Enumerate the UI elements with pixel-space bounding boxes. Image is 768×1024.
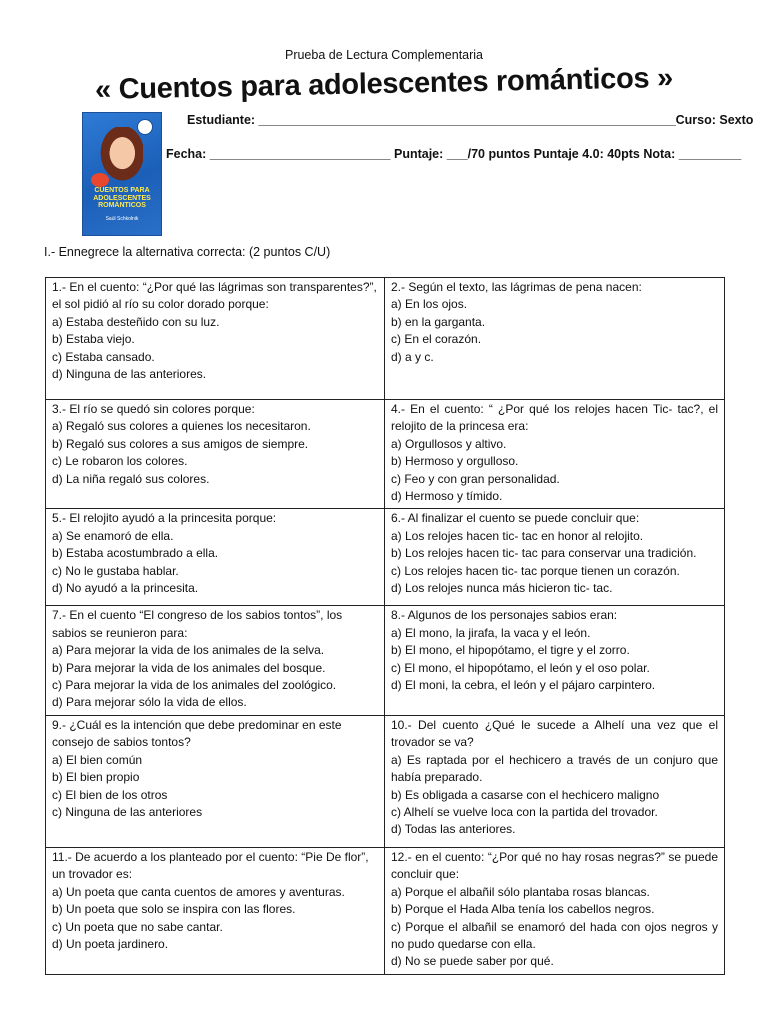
answer-option[interactable]: a) Orgullosos y altivo. xyxy=(391,436,507,451)
answer-option[interactable]: d) Todas las anteriores. xyxy=(391,822,516,837)
question-12 xyxy=(385,847,725,974)
question-row xyxy=(46,847,725,974)
answer-option[interactable]: d) Para mejorar sólo la vida de ellos. xyxy=(52,695,247,710)
answer-option[interactable]: c) No le gustaba hablar. xyxy=(52,563,179,578)
answer-option[interactable]: a) Se enamoró de ella. xyxy=(52,528,174,543)
answer-option[interactable]: a) Para mejorar la vida de los animales de la selva. xyxy=(52,643,325,658)
cover-title: CUENTOS PARA ADOLESCENTES ROMÁNTICOS xyxy=(93,187,151,209)
question-5 xyxy=(46,509,385,606)
date-score-line[interactable]: Fecha: __________________________ Puntaje: ___/70 puntos Puntaje 4.0: 40pts Nota: _________ xyxy=(166,147,742,161)
question-7 xyxy=(46,606,385,715)
answer-option[interactable]: d) No ayudó a la princesita. xyxy=(52,581,199,596)
answer-option[interactable]: c) Le robaron los colores. xyxy=(52,454,188,469)
answer-option[interactable]: b) Para mejorar la vida de los animales del bosque. xyxy=(52,660,326,675)
question-text: 2.- Según el texto, las lágrimas de pena nacen: xyxy=(391,280,642,294)
book-cover-image xyxy=(82,112,162,236)
question-text: 12.- en el cuento: “¿Por qué no hay rosas negras?” se puede concluir que: xyxy=(391,849,718,882)
question-text: 8.- Algunos de los personajes sabios eran: xyxy=(391,608,618,623)
answer-option[interactable]: d) Los relojes nunca más hicieron tic- tac. xyxy=(391,581,613,596)
answer-option[interactable]: c) Los relojes hacen tic- tac porque tienen un corazón. xyxy=(391,563,680,578)
answer-option[interactable]: d) Hermoso y tímido. xyxy=(391,489,503,504)
answer-option[interactable]: b) Un poeta que solo se inspira con las flores. xyxy=(52,902,296,917)
question-6 xyxy=(385,509,725,606)
answer-option[interactable]: d) a y c. xyxy=(391,349,434,364)
answer-option[interactable]: c) El mono, el hipopótamo, el león y el oso polar. xyxy=(391,660,650,675)
answer-option[interactable]: a) El bien común xyxy=(52,752,143,767)
answer-option[interactable]: a) En los ojos. xyxy=(391,297,468,312)
question-10 xyxy=(385,715,725,847)
question-2 xyxy=(385,278,725,400)
answer-option[interactable]: b) Es obligada a casarse con el hechicero maligno xyxy=(391,787,660,802)
question-row xyxy=(46,400,725,509)
answer-option[interactable]: b) Porque el Hada Alba tenía los cabellos negros. xyxy=(391,902,655,917)
question-row xyxy=(46,278,725,400)
book-title: « Cuentos para adolescentes románticos » xyxy=(94,61,674,107)
answer-option[interactable]: b) El mono, el hipopótamo, el tigre y el zorro. xyxy=(391,643,630,658)
answer-option[interactable]: b) Regaló sus colores a sus amigos de siempre. xyxy=(52,436,309,451)
answer-option[interactable]: a) Los relojes hacen tic- tac en honor al relojito. xyxy=(391,528,644,543)
question-row xyxy=(46,606,725,715)
test-subtitle: Prueba de Lectura Complementaria xyxy=(284,48,484,62)
questions-table xyxy=(45,277,725,975)
cover-author: Saúl Schkolnik xyxy=(105,216,139,222)
answer-option[interactable]: d) La niña regaló sus colores. xyxy=(52,471,210,486)
question-text: 7.- En el cuento “El congreso de los sabios tontos”, los sabios se reunieron para: xyxy=(52,608,343,640)
question-text: 1.- En el cuento: “¿Por qué las lágrimas son transparentes?”, el sol pidió al río su color dorado porque: xyxy=(52,280,377,312)
question-3 xyxy=(46,400,385,509)
answer-option[interactable]: b) El bien propio xyxy=(52,770,140,785)
question-9 xyxy=(46,715,385,847)
answer-option[interactable]: c) Ninguna de las anteriores xyxy=(52,804,203,819)
answer-option[interactable]: a) Regaló sus colores a quienes los necesitaron. xyxy=(52,419,311,434)
question-text: 6.- Al finalizar el cuento se puede concluir que: xyxy=(391,511,640,526)
question-1 xyxy=(46,278,385,400)
answer-option[interactable]: b) Los relojes hacen tic- tac para conservar una tradición. xyxy=(391,546,697,561)
answer-option[interactable]: d) Un poeta jardinero. xyxy=(52,936,169,951)
answer-option[interactable]: c) Alhelí se vuelve loca con la partida del trovador. xyxy=(391,804,658,819)
answer-option[interactable]: c) Feo y con gran personalidad. xyxy=(391,471,560,486)
answer-option[interactable]: b) en la garganta. xyxy=(391,314,486,329)
question-4 xyxy=(385,400,725,509)
answer-option[interactable]: d) No se puede saber por qué. xyxy=(391,954,554,969)
answer-option[interactable]: c) En el corazón. xyxy=(391,332,482,347)
question-text: 11.- De acuerdo a los planteado por el cuento: “Pie De flor”, un trovador es: xyxy=(52,849,369,882)
answer-option[interactable]: a) Porque el albañil sólo plantaba rosas blancas. xyxy=(391,884,650,899)
answer-option[interactable]: d) Ninguna de las anteriores. xyxy=(52,367,207,382)
answer-option[interactable]: c) Un poeta que no sabe cantar. xyxy=(52,919,223,934)
answer-option[interactable]: a) Un poeta que canta cuentos de amores y aventuras. xyxy=(52,884,345,899)
question-text: 9.- ¿Cuál es la intención que debe predominar en este consejo de sabios tontos? xyxy=(52,717,342,750)
question-text: 4.- En el cuento: “ ¿Por qué los relojes hacen Tic- tac?, el relojito de la princesa era: xyxy=(391,402,718,434)
student-course-line[interactable]: Estudiante: ____________________________________________________________Curso: Sexto xyxy=(187,113,754,127)
answer-option[interactable]: d) El moni, la cebra, el león y el pájaro carpintero. xyxy=(391,678,656,693)
question-text: 10.- Del cuento ¿Qué le sucede a Alhelí una vez que el trovador se va? xyxy=(391,717,718,750)
answer-option[interactable]: b) Hermoso y orgulloso. xyxy=(391,454,519,469)
question-text: 5.- El relojito ayudó a la princesita porque: xyxy=(52,511,277,526)
answer-option[interactable]: a) El mono, la jirafa, la vaca y el león. xyxy=(391,625,591,640)
question-8 xyxy=(385,606,725,715)
flower-icon xyxy=(91,173,109,187)
answer-option[interactable]: a) Es raptada por el hechicero a través de un conjuro que había preparado. xyxy=(391,752,718,785)
answer-option[interactable]: c) Para mejorar la vida de los animales del zoológico. xyxy=(52,678,337,693)
question-text: 3.- El río se quedó sin colores porque: xyxy=(52,402,255,416)
answer-option[interactable]: a) Estaba desteñido con su luz. xyxy=(52,314,220,329)
answer-option[interactable]: b) Estaba acostumbrado a ella. xyxy=(52,546,219,561)
answer-option[interactable]: c) Estaba cansado. xyxy=(52,349,155,364)
question-11 xyxy=(46,847,385,974)
answer-option[interactable]: c) El bien de los otros xyxy=(52,787,168,802)
answer-option[interactable]: c) Porque el albañil se enamoró del hada con ojos negros y no pudo quedarse con ella. xyxy=(391,919,718,951)
question-row xyxy=(46,715,725,847)
question-row xyxy=(46,509,725,606)
answer-option[interactable]: b) Estaba viejo. xyxy=(52,332,135,347)
instruction-text: I.- Ennegrece la alternativa correcta: (2 puntos C/U) xyxy=(44,245,331,259)
